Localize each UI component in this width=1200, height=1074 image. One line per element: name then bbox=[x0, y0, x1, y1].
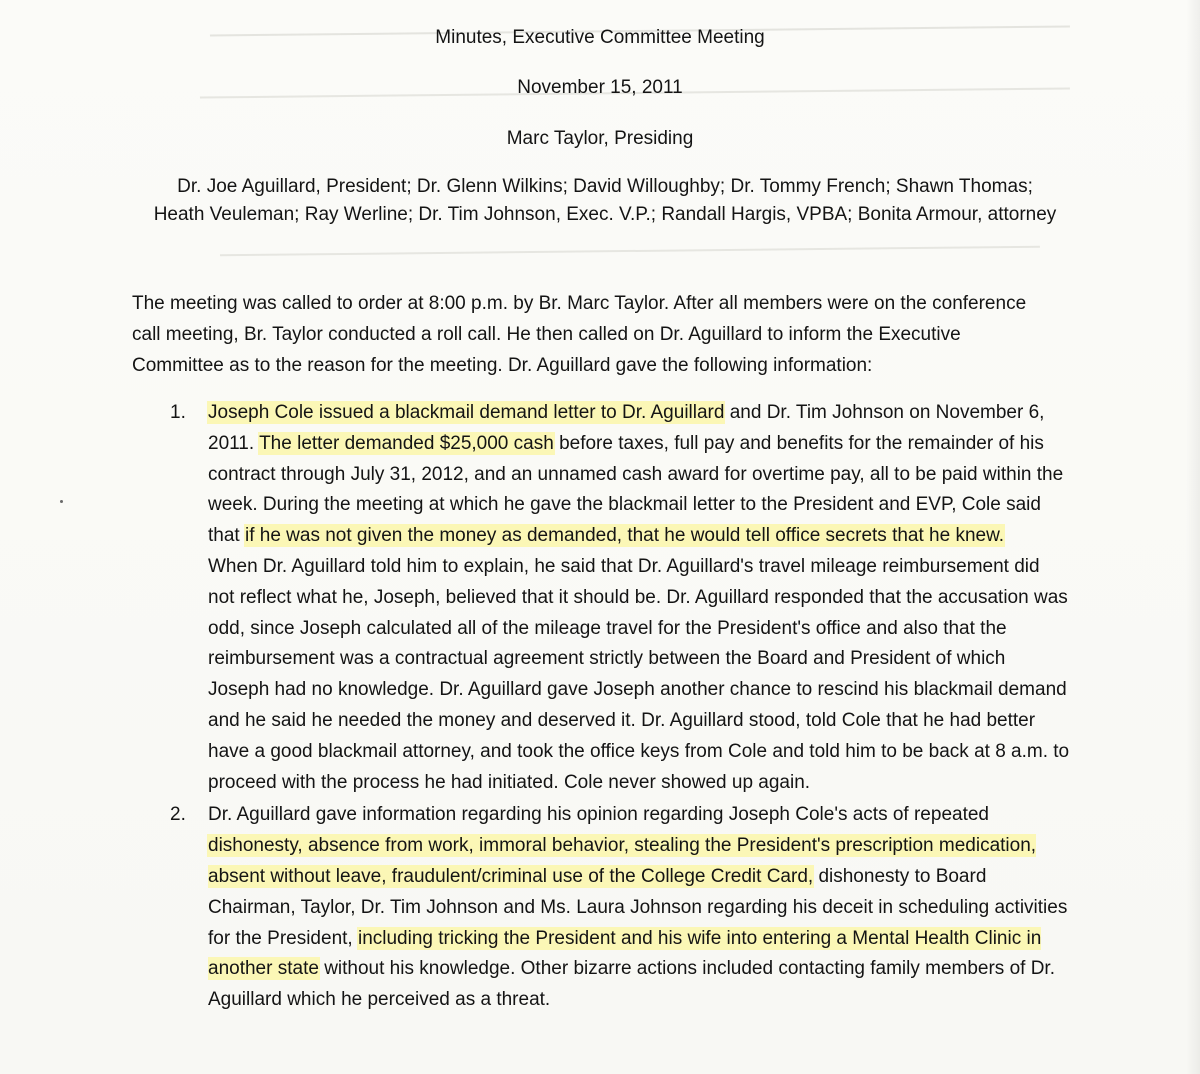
highlighted-text: if he was not given the money as demanded, that he would tell office secrets that he knew. bbox=[244, 525, 1005, 547]
body-text: Dr. Aguillard gave information regarding his opinion regarding Joseph Cole's acts of repeated bbox=[208, 804, 989, 826]
item-paragraph bbox=[208, 398, 1070, 552]
highlighted-text: including tricking the President and his wife into entering a Mental Health Clinic in another state bbox=[208, 927, 1042, 980]
item-paragraph: When Dr. Aguillard told him to explain, he said that Dr. Aguillard's travel mileage reimbursement did not reflect what he, Joseph, believed that it should be. Dr. Aguillard responded that the accusation was odd, since Joseph calculated all of the mileage travel for the President's office and also that the reimbursement was a contractual agreement strictly between the Board and President of which Joseph had no knowledge. Dr. Aguillard gave Joseph another chance to rescind his blackmail demand and he said he needed the money and deserved it. Dr. Aguillard stood, told Cole that he had better have a good blackmail attorney, and took the office keys from Cole and told him to be back at 8 a.m. to proceed with the process he had initiated. Cole never showed up again. bbox=[208, 555, 1070, 793]
list-item-number: 2. bbox=[170, 804, 186, 826]
body-text: dishonesty to Board Chairman, Taylor, Dr. Tim Johnson and Ms. Laura Johnson regarding his deceit in scheduling activities for the President, bbox=[208, 865, 1068, 949]
list-item bbox=[170, 800, 1070, 1016]
list-item-body bbox=[208, 800, 1070, 1016]
scan-speck bbox=[60, 500, 63, 503]
list-item-number: 1. bbox=[170, 402, 186, 423]
numbered-list bbox=[170, 398, 1070, 1016]
highlighted-text: The letter demanded $25,000 cash bbox=[259, 432, 554, 454]
document-title: Minutes, Executive Committee Meeting bbox=[435, 27, 765, 48]
list-item-body bbox=[208, 398, 1070, 798]
meeting-date: November 15, 2011 bbox=[517, 77, 683, 98]
highlighted-text: Joseph Cole issued a blackmail demand letter to Dr. Aguillard bbox=[208, 402, 725, 423]
body-text: before taxes, full pay and benefits for the remainder of his contract through July 31, 2012, and an unnamed cash award for overtime pay, all to be paid within the week. During the meeting at which he gave the blackmail letter to the President and EVP, Cole said that bbox=[208, 432, 1064, 547]
scan-edge-shadow bbox=[1186, 0, 1200, 1074]
item-paragraph bbox=[208, 800, 1070, 1016]
highlighted-text: dishonesty, absence from work, immoral behavior, stealing the President's prescription medication, absent without leave, fraudulent/criminal use of the College Credit Card, bbox=[208, 835, 1037, 887]
list-item bbox=[170, 398, 1070, 798]
attendee-list: Dr. Joe Aguillard, President; Dr. Glenn Wilkins; David Willoughby; Dr. Tommy French; Shawn Thomas; Heath Veuleman; Ray Werline; Dr. Tim Johnson, Exec. V.P.; Randall Hargis, VPBA; Bonita Armour, attorney bbox=[153, 176, 1057, 225]
presiding-officer: Marc Taylor, Presiding bbox=[506, 128, 694, 149]
body-text: and Dr. Tim Johnson on November 6, 2011. bbox=[208, 402, 1045, 454]
intro-paragraph: The meeting was called to order at 8:00 p.m. by Br. Marc Taylor. After all members were on the conference call meeting, Br. Taylor conducted a roll call. He then called on Dr. Aguillard to inform the Executive Committee as to the reason for the meeting. Dr. Aguillard gave the following information: bbox=[132, 293, 1027, 376]
body-text: without his knowledge. Other bizarre actions included contacting family members of Dr. Aguillard which he perceived as a threat. bbox=[208, 958, 1055, 1011]
bleed-through-mark bbox=[220, 246, 1040, 265]
